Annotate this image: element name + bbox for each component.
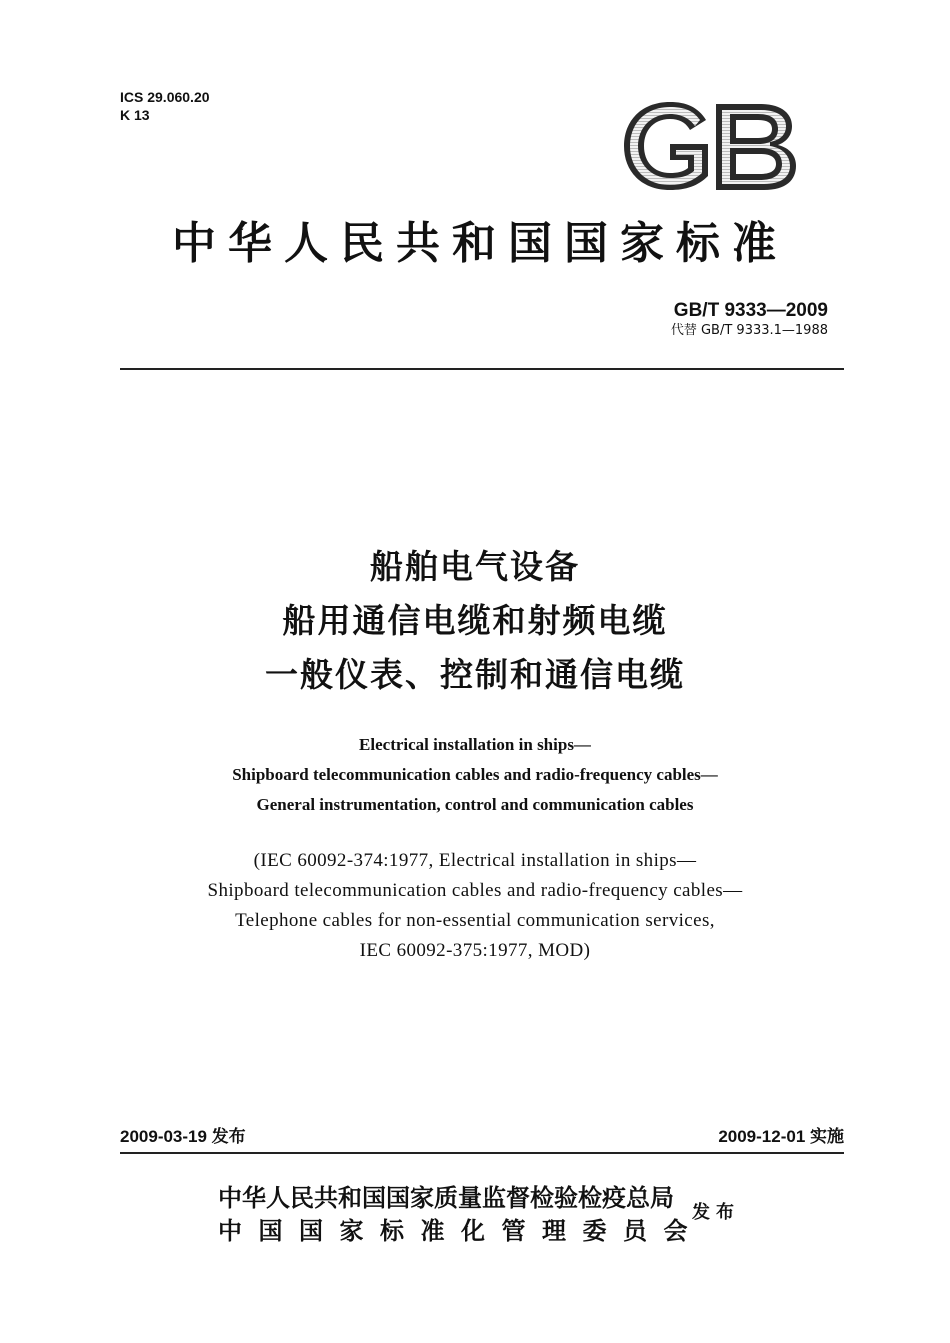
issuer-sac: 中国国家标准化管理委员会 [218,1217,704,1245]
chinese-title-line-1: 船舶电气设备 [370,547,580,586]
standard-number-block [671,300,828,340]
chinese-title-line-3: 一般仪表、控制和通信电缆 [265,655,685,694]
issuing-authorities [218,1182,704,1248]
implementation-date: 2009-12-01 实施 [718,1127,844,1146]
chinese-title-line-2: 船用通信电缆和射频电缆 [282,601,668,640]
iec-reference-line-2: Shipboard telecommunication cables and radio-frequency cables— [207,880,743,901]
publish-label: 发布 [692,1202,740,1223]
issuer-aqsiq: 中华人民共和国国家质量监督检验检疫总局 [218,1184,674,1212]
issue-date: 2009-03-19 发布 [120,1127,246,1146]
iec-reference-line-3: Telephone cables for non-essential communication services, [235,910,715,931]
bottom-divider [120,1152,844,1154]
national-standard-heading: 中华人民共和国国家标准 [172,218,788,269]
iec-reference-line-1: (IEC 60092-374:1977, Electrical installation in ships— [253,850,697,871]
classification-codes [120,88,210,124]
ccs-code: K 13 [120,107,150,123]
standard-number: GB/T 9333—2009 [673,300,828,321]
gb-logo-icon [620,100,800,192]
replaces-standard: 代替 GB/T 9333.1—1988 [670,323,828,338]
english-title-line-3: General instrumentation, control and communication cables [256,795,694,814]
english-title-line-1: Electrical installation in ships— [359,735,591,754]
iec-reference-line-4: IEC 60092-375:1977, MOD) [359,940,591,961]
english-title [0,730,950,820]
top-divider [120,368,844,370]
iec-reference [0,846,950,966]
chinese-title [0,540,950,702]
ics-code: ICS 29.060.20 [120,89,210,105]
english-title-line-2: Shipboard telecommunication cables and radio-frequency cables— [232,765,718,784]
